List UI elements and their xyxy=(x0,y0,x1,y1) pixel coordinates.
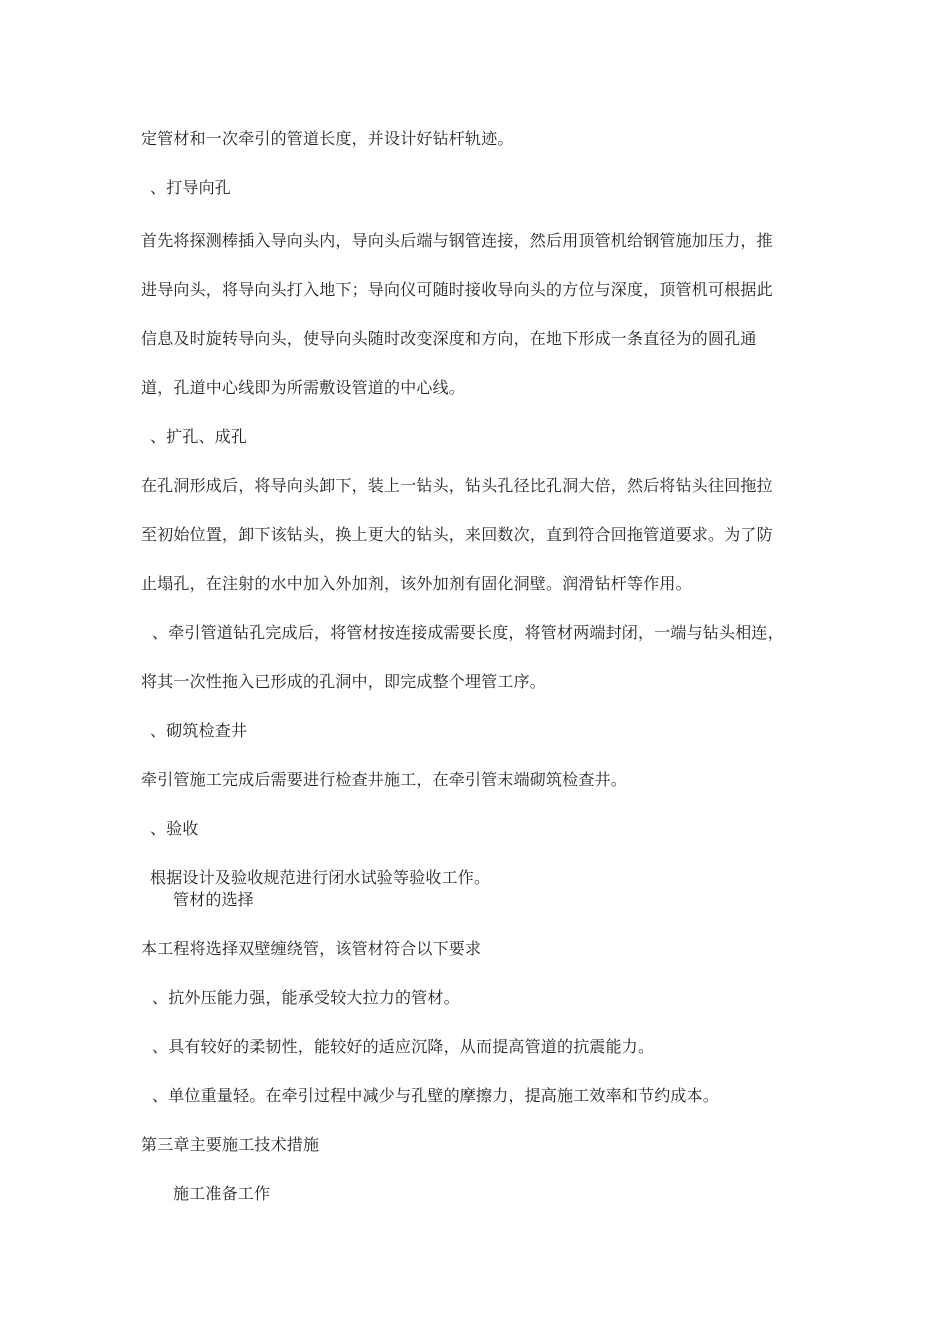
body-text-line: 、牵引管道钻孔完成后，将管材按连接成需要长度，将管材两端封闭，一端与钻头相连， xyxy=(152,623,784,642)
step-heading-acceptance: 、验收 xyxy=(150,819,199,838)
step-heading-inspection-well: 、砌筑检查井 xyxy=(150,721,248,740)
body-text-line: 本工程将选择双壁缠绕管，该管材符合以下要求 xyxy=(141,939,482,958)
section-heading-pipe-selection: 管材的选择 xyxy=(173,890,255,909)
body-text-line: 根据设计及验收规范进行闭水试验等验收工作。 xyxy=(150,868,491,887)
body-text-line: 将其一次性拖入已形成的孔洞中，即完成整个埋管工序。 xyxy=(141,672,547,691)
chapter-heading: 第三章主要施工技术措施 xyxy=(141,1135,320,1154)
step-heading-reaming: 、扩孔、成孔 xyxy=(150,427,248,446)
body-text-line: 道，孔道中心线即为所需敷设管道的中心线。 xyxy=(141,378,466,397)
body-text-line: 定管材和一次牵引的管道长度，并设计好钻杆轨迹。 xyxy=(141,129,514,148)
body-text-line: 首先将探测棒插入导向头内，导向头后端与钢管连接，然后用顶管机给钢管施加压力，推 xyxy=(141,231,773,250)
requirement-item: 、抗外压能力强，能承受较大拉力的管材。 xyxy=(152,988,460,1007)
body-text-line: 止塌孔，在注射的水中加入外加剂，该外加剂有固化洞壁。润滑钻杆等作用。 xyxy=(141,574,692,593)
body-text-line: 进导向头，将导向头打入地下；导向仪可随时接收导向头的方位与深度，顶管机可根据此 xyxy=(141,280,773,299)
body-text-line: 在孔洞形成后，将导向头卸下，装上一钻头，钻头孔径比孔洞大倍，然后将钻头往回拖拉 xyxy=(141,476,773,495)
body-text-line: 信息及时旋转导向头，使导向头随时改变深度和方向，在地下形成一条直径为的圆孔通 xyxy=(141,329,757,348)
step-heading-guide-hole: 、打导向孔 xyxy=(150,178,232,197)
requirement-item: 、具有较好的柔韧性，能较好的适应沉降，从而提高管道的抗震能力。 xyxy=(152,1037,655,1056)
body-text-line: 牵引管施工完成后需要进行检查井施工，在牵引管末端砌筑检查井。 xyxy=(141,770,628,789)
requirement-item: 、单位重量轻。在牵引过程中减少与孔壁的摩擦力，提高施工效率和节约成本。 xyxy=(152,1086,720,1105)
body-text-line: 至初始位置，卸下该钻头，换上更大的钻头，来回数次，直到符合回拖管道要求。为了防 xyxy=(141,525,773,544)
section-heading-preparation: 施工准备工作 xyxy=(173,1184,271,1203)
